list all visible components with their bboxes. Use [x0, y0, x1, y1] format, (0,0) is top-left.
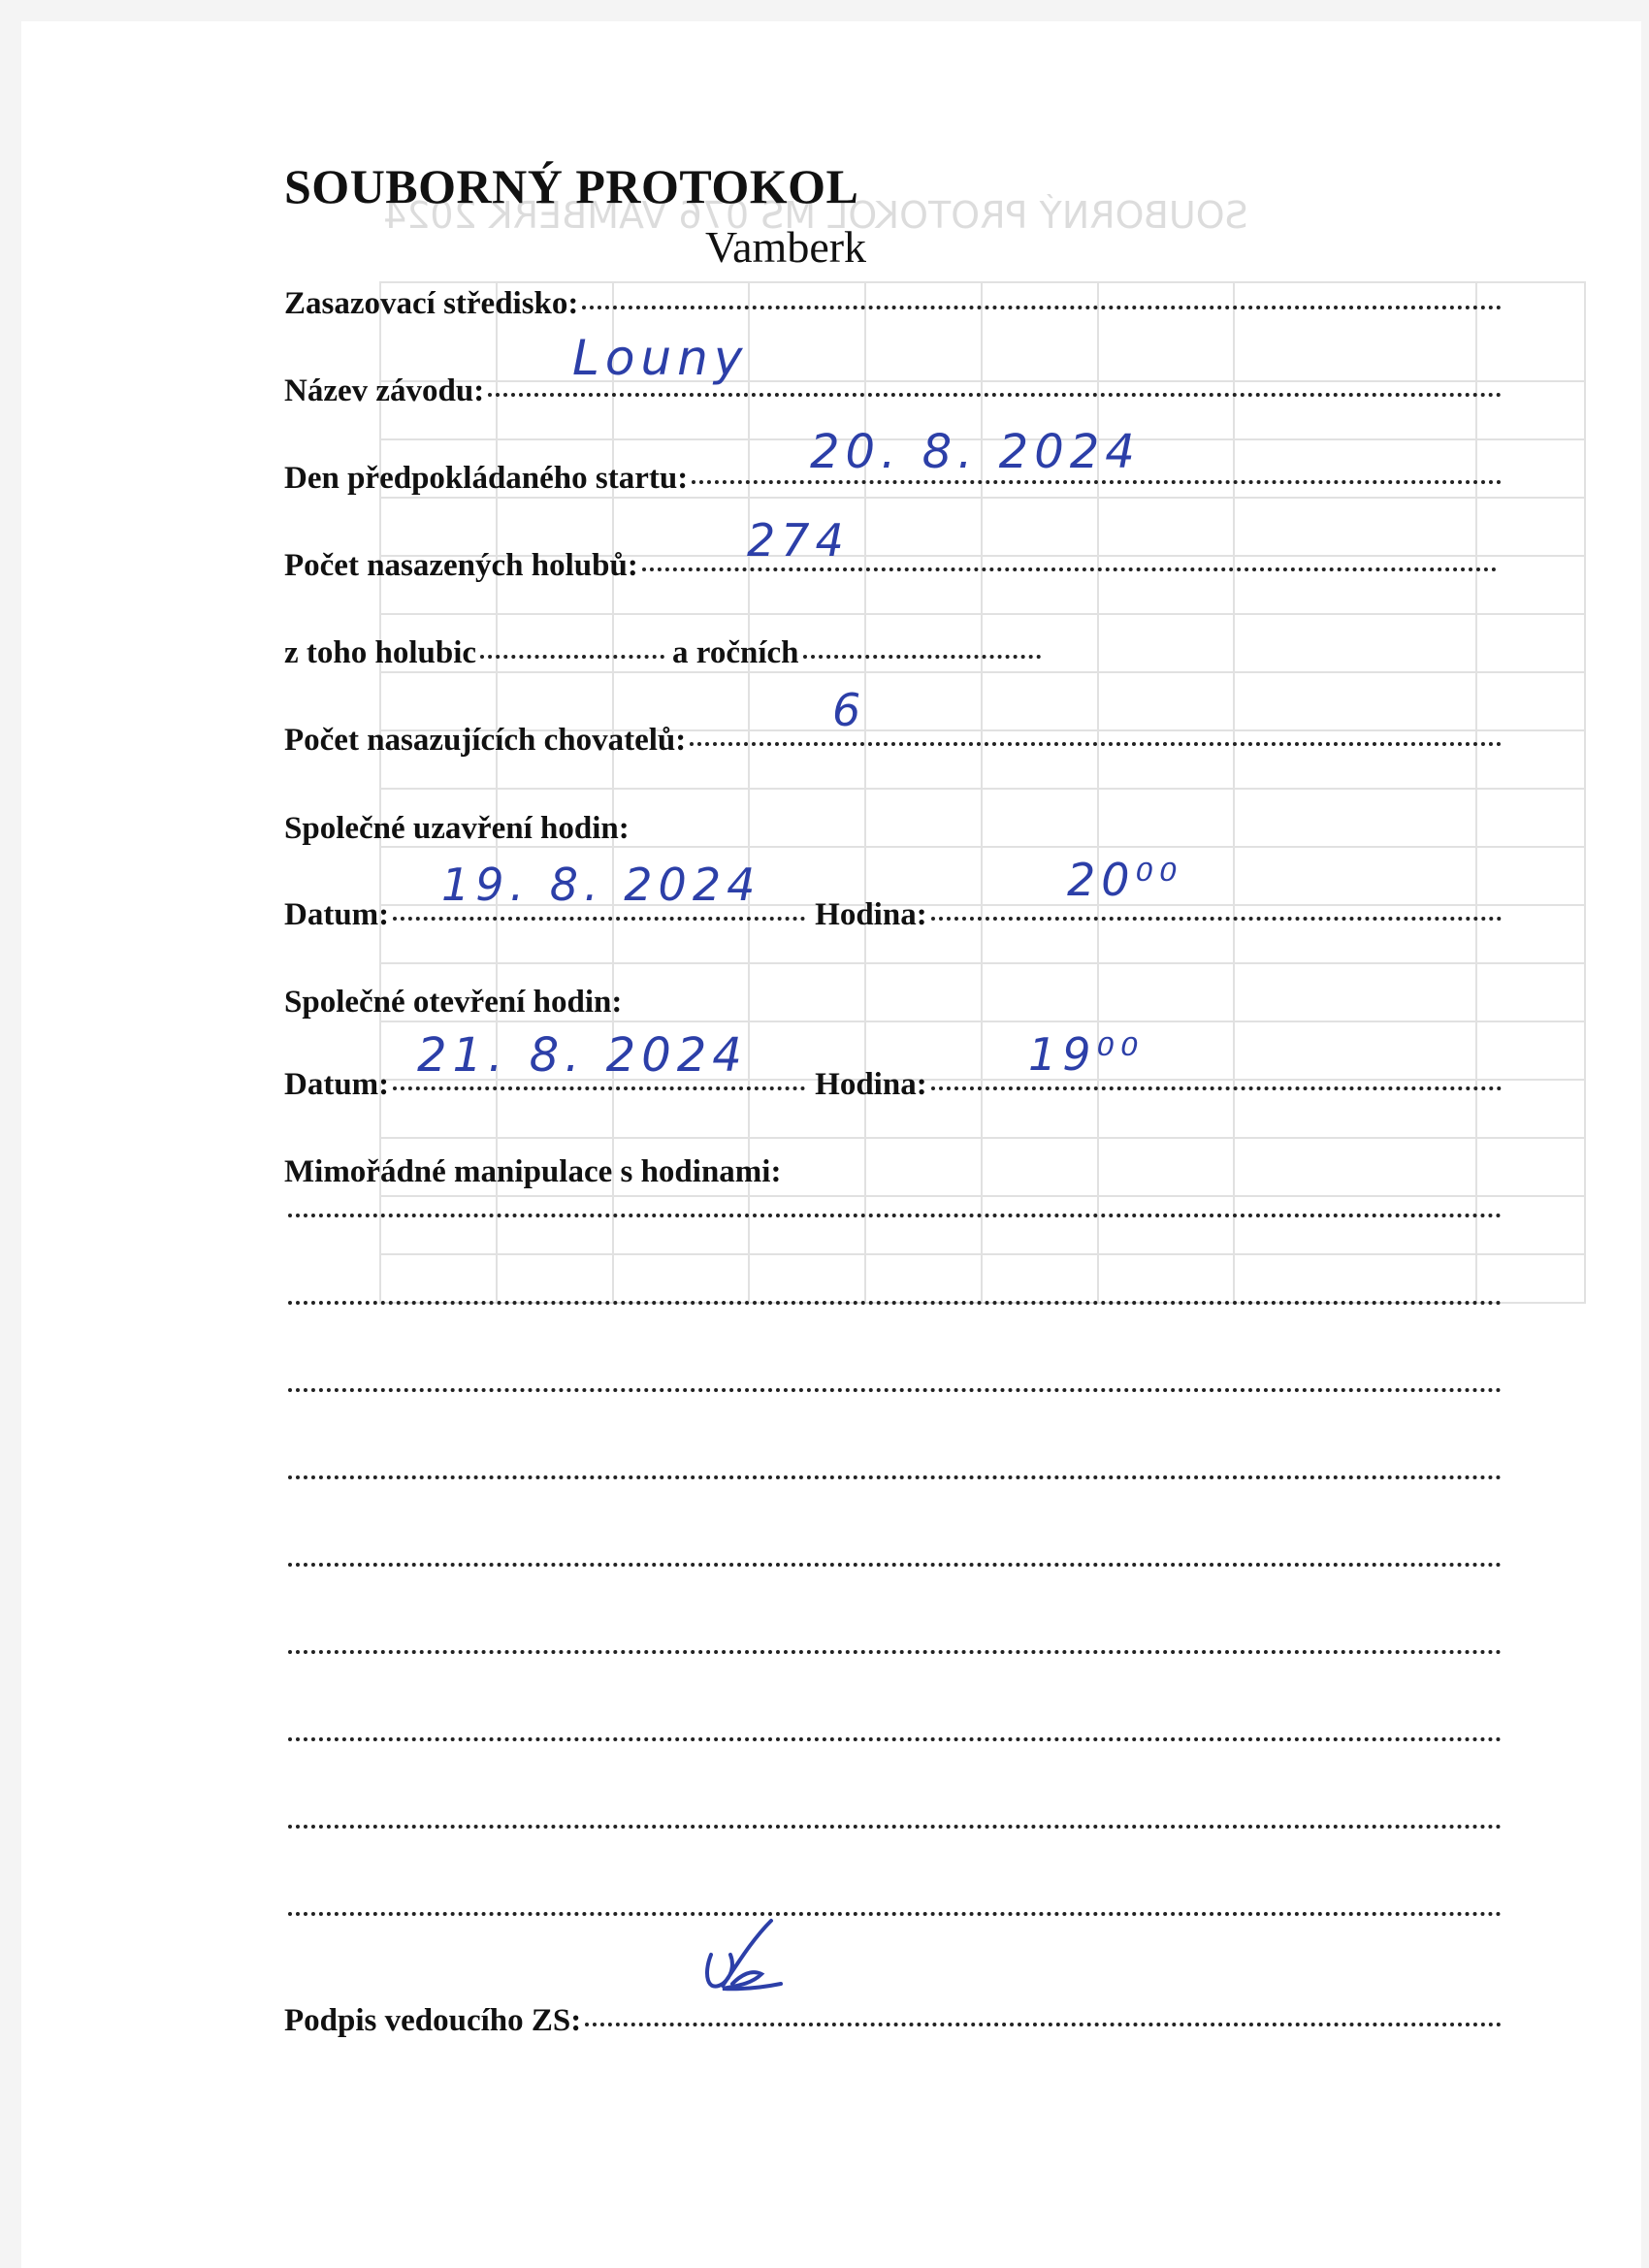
signature-scribble [694, 1916, 800, 2023]
podpis-field[interactable] [585, 2023, 1502, 2026]
podpis-label: Podpis vedoucího ZS: [284, 2003, 582, 2038]
document-subtitle: Vamberk [705, 222, 867, 272]
manipulace-line-6[interactable] [284, 1654, 1502, 1658]
pocet-chovatelu-value: 6 [832, 684, 867, 736]
uzavreni-datum-value: 19. 8. 2024 [441, 859, 761, 911]
uzavreni-datum-label: Datum: [284, 897, 390, 932]
pocet-holubu-value: 274 [747, 514, 850, 567]
rocnich-label: a ročních [672, 635, 799, 670]
uzavreni-hodina-label: Hodina: [815, 897, 927, 932]
zasazovaci-stredisko-field[interactable] [582, 306, 1502, 309]
otevreni-datum-label: Datum: [284, 1067, 390, 1102]
pocet-chovatelu-label: Počet nasazujících chovatelů: [284, 723, 687, 758]
pocet-holubu-field[interactable] [642, 567, 1497, 571]
otevreni-datum-field[interactable] [393, 1086, 805, 1090]
uzavreni-hodina-field[interactable] [931, 917, 1502, 921]
nazev-zavodu-label: Název závodu: [284, 373, 485, 408]
otevreni-datum-value: 21. 8. 2024 [417, 1028, 748, 1083]
manipulace-line-3[interactable] [284, 1392, 1502, 1396]
document-title: SOUBORNÝ PROTOKOL [284, 159, 859, 213]
uzavreni-heading [284, 811, 630, 847]
manipulace-line-8[interactable] [284, 1829, 1502, 1832]
holubice-label: z toho holubic [284, 635, 477, 670]
nazev-zavodu-field[interactable] [488, 393, 1502, 397]
uzavreni-heading-label: Společné uzavření hodin: [284, 811, 630, 846]
rocnich-field[interactable] [803, 655, 1041, 659]
document-sheet [21, 21, 1641, 2268]
den-startu-value: 20. 8. 2024 [810, 425, 1141, 479]
manipulace-line-5[interactable] [284, 1567, 1502, 1571]
holubice-rocnich-row [284, 635, 1041, 671]
pocet-chovatelu-row [284, 723, 1502, 759]
otevreni-hodina-label: Hodina: [815, 1067, 927, 1102]
pocet-chovatelu-field[interactable] [690, 742, 1502, 746]
otevreni-hodina-value: 19⁰⁰ [1028, 1028, 1145, 1081]
den-startu-field[interactable] [692, 480, 1502, 484]
otevreni-heading-label: Společné otevření hodin: [284, 985, 623, 1020]
nazev-zavodu-value: Louny [572, 330, 749, 386]
uzavreni-hodina-value: 20⁰⁰ [1067, 854, 1183, 906]
zasazovaci-stredisko-row [284, 286, 1502, 322]
den-startu-label: Den předpokládaného startu: [284, 461, 689, 496]
manipulace-heading [284, 1154, 781, 1190]
manipulace-line-1[interactable] [284, 1217, 1502, 1221]
manipulace-line-2[interactable] [284, 1305, 1502, 1309]
holubice-field[interactable] [480, 655, 664, 659]
nazev-zavodu-row [284, 373, 1502, 409]
otevreni-hodina-field[interactable] [931, 1086, 1502, 1090]
manipulace-heading-label: Mimořádné manipulace s hodinami: [284, 1154, 782, 1189]
podpis-row [284, 2003, 1502, 2039]
pocet-holubu-label: Počet nasazených holubů: [284, 548, 638, 583]
otevreni-heading [284, 985, 622, 1021]
pocet-holubu-row [284, 548, 1497, 584]
zasazovaci-stredisko-label: Zasazovací středisko: [284, 286, 579, 321]
manipulace-line-4[interactable] [284, 1479, 1502, 1483]
manipulace-line-9[interactable] [284, 1916, 1502, 1920]
manipulace-line-7[interactable] [284, 1741, 1502, 1745]
uzavreni-datum-field[interactable] [393, 917, 805, 921]
